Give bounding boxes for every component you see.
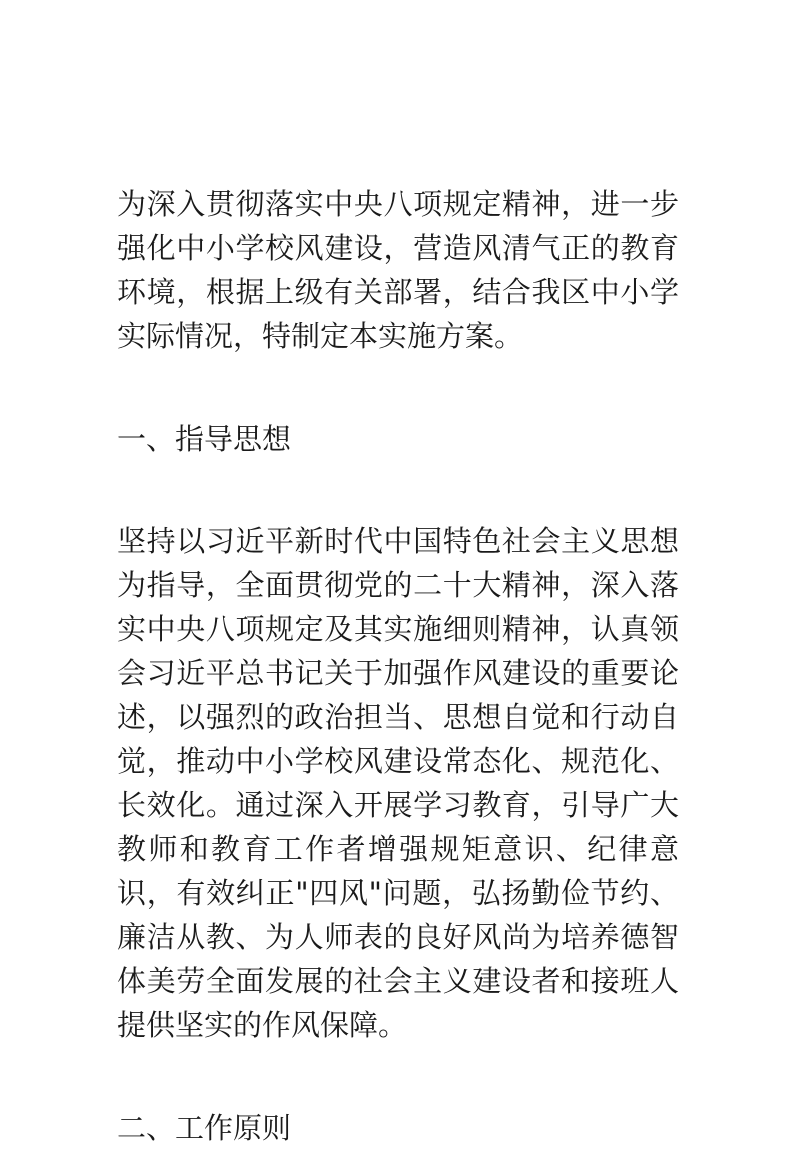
section-one-paragraph: 坚持以习近平新时代中国特色社会主义思想为指导，全面贯彻党的二十大精神，深入落实中央八项规定及其实施细则精神，认真领会习近平总书记关于加强作风建设的重要论述，以强烈的政治担当、思想自觉和行动自觉，推动中小学校风建设常态化、规范化、长效化。通过深入开展学习教育，引导广大教师和教育工作者增强规矩意识、纪律意识，有效纠正"四风"问题，弘扬勤俭节约、廉洁从教、为人师表的良好风尚为培养德智体美劳全面发展的社会主义建设者和接班人提供坚实的作风保障。 [117, 524, 679, 1042]
block-spacer [117, 461, 679, 519]
document-body [117, 182, 679, 1150]
block-spacer [117, 1047, 679, 1106]
section-heading-two: 二、工作原则 [117, 1111, 292, 1145]
intro-paragraph: 为深入贯彻落实中央八项规定精神，进一步强化中小学校风建设，营造风清气正的教育环境，根据上级有关部署，结合我区中小学实际情况，特制定本实施方案。 [117, 187, 679, 353]
block-spacer [117, 358, 679, 417]
section-heading-one: 一、指导思想 [117, 422, 292, 456]
